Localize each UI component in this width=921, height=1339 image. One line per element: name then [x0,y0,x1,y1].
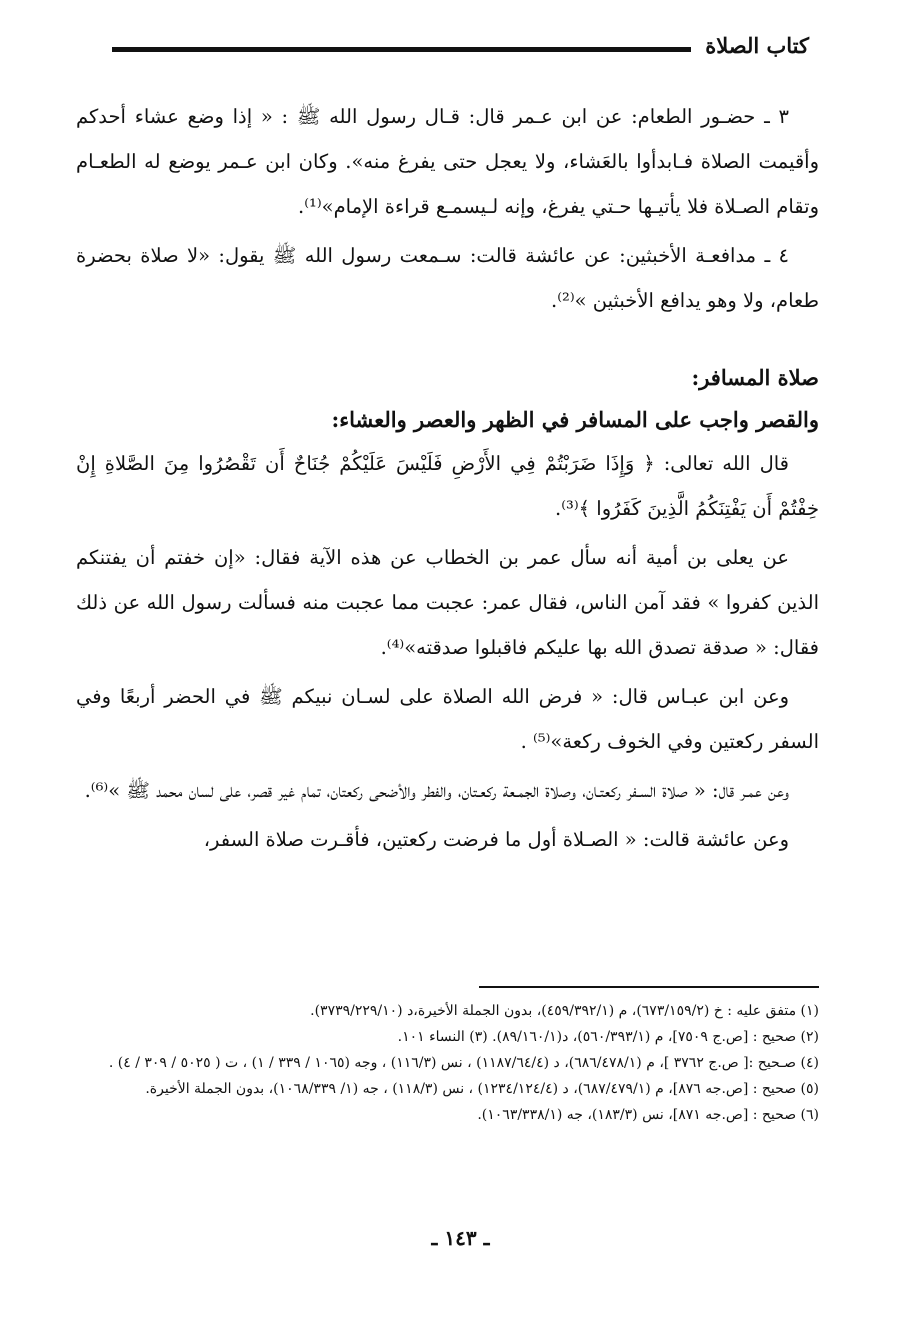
section-heading: صلاة المسافر: [691,365,819,390]
paragraph-food-presence: ٣ ـ حضـور الطعام: عن ابن عـمر قال: قـال رسول الله ﷺ : « إذا وضع عشاء أحدكم وأقيمت الصلاة فـابدأوا بالعَشاء، ولا يعجل حتى يفرغ منه». وكان ابن عـمر يوضع له الطعـام وتقام الصـلاة فلا يأتيـها حـتي يفرغ، وإنه لـيسمـع قراءة الإمام»⁽¹⁾. [76,105,819,218]
footnote-1: (١) متفق عليه : خ (٦٧٣/١٥٩/٢)، م (٤٥٩/٣٩٢/١)، بدون الجملة الأخيرة،د (٣٧٣٩/٢٢٩/١٠). [310,1003,819,1019]
section-subheading: والقصر واجب على المسافر في الظهر والعصر والعشاء: [331,407,819,432]
section-gap [76,327,819,357]
header-rule [112,47,691,52]
running-title: كتاب الصلاة [705,32,809,58]
footnotes [76,998,819,1128]
paragraph-aisha-hadith: وعن عائشة قالت: « الصـلاة أول ما فرضت ركعتين، فأقـرت صلاة السفر، [203,828,789,851]
paragraph-two-necessities: ٤ ـ مدافعـة الأخبثين: عن عائشة قالت: سـمعت رسول الله ﷺ يقول: «لا صلاة بحضرة طعام، ولا وهو يدافع الأخبثين »⁽²⁾. [76,244,819,312]
footnote-rule [479,986,819,988]
footnote-5: (٥) صحيح : [ص.جه ٨٧٦]، م (٦٨٧/٤٧٩/١)، د (١٢٣٤/١٢٤/٤) ، نس (١١٨/٣) ، جه (١/ ١٠٦٨/٣٣٩)، بدون الجملة الأخيرة. [145,1081,819,1097]
page-number: ـ ١٤٣ ـ [431,1226,490,1250]
paragraph-umar-hadith: وعن عمـر قال: « صلاة السـفر ركعتـان، وصلاة الجمـعة ركعـتان، والفطر والأضحى ركعتان، تمام غير قصر، على لسان محمد ﷺ »⁽⁶⁾. [84,779,789,802]
footnote-2-3: (٢) صحيح : [ص.ج ٧٥٠٩]، م (٥٦٠/٣٩٣/١)، د(٨٩/١٦٠/١). (٣) النساء ١٠١. [397,1029,819,1045]
footnote-6: (٦) صحيح : [ص.جه ٨٧١]، نس (١٨٣/٣)، جه (١٠٦٣/٣٣٨/١). [477,1107,819,1123]
main-text [76,94,819,866]
paragraph-yala-hadith: عن يعلى بن أمية أنه سأل عمر بن الخطاب عن هذه الآية فقال: «إن خفتم أن يفتنكم الذين كفروا » فقد آمن الناس، فقال عمر: عجبت مما عجبت منه فسألت رسول الله عن ذلك فقال: « صدقة تصدق الله بها عليكم فاقبلوا صدقته»⁽⁴⁾. [76,546,819,659]
footnote-4: (٤) صـحيح :[ ص.ج ٣٧٦٢ ]، م (٦٨٦/٤٧٨/١)، د (١١٨٧/٦٤/٤) ، نس (١١٦/٣) ، وجه (١٠٦٥ / ٣٣٩ / ١) ، ت ( ٥٠٢٥ / ٣٠٩ / ٤) . [108,1055,819,1071]
page-header [112,28,809,62]
paragraph-ibn-abbas-hadith: وعن ابن عبـاس قال: « فرض الله الصلاة على لسـان نبيكم ﷺ في الحضر أربعًا وفي السفر ركعتين وفي الخوف ركعة»⁽⁵⁾ . [76,685,819,753]
paragraph-quran-verse: قال الله تعالى: ﴿ وَإِذَا ضَرَبْتُمْ فِي الأَرْضِ فَلَيْسَ عَلَيْكُمْ جُنَاحٌ أَن تَقْصُرُوا مِنَ الصَّلاةِ إِنْ خِفْتُمْ أَن يَفْتِنَكُمُ الَّذِينَ كَفَرُوا ﴾⁽³⁾. [76,452,819,520]
